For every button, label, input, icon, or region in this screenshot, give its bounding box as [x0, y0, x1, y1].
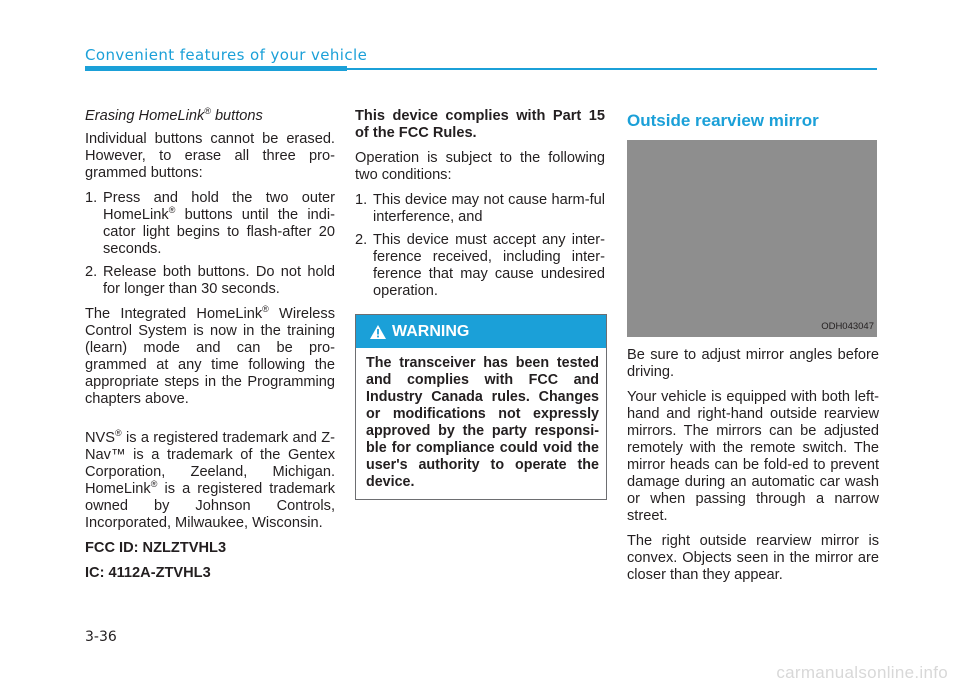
page-number: 3-36	[85, 629, 117, 645]
mirror-paragraph-3: The right outside rearview mirror is convex. Objects seen in the mirror are closer than they appear.	[627, 533, 879, 583]
operation-conditions-intro: Operation is subject to the following two conditions:	[355, 150, 605, 183]
list-item: 2. This device must accept any inter-ference received, including inter-ference that may cause undesired operation.	[355, 232, 605, 299]
training-mode-paragraph: The Integrated HomeLink® Wireless Control System is now in the training (learn) mode and can be pro-grammed at any time following the appropriate steps in the Programming chapters above.	[85, 304, 336, 407]
erase-intro: Individual buttons cannot be erased. However, to erase all three pro-grammed buttons:	[85, 131, 335, 181]
warning-text: The transceiver has been tested and complies with FCC and Industry Canada rules. Changes or modifications not expressly approved by the party responsi-ble for compliance could void the user's authority to operate the device.	[366, 355, 599, 490]
list-item: 1. Press and hold the two outer HomeLink® buttons until the indi-cator light begins to flash-after 20 seconds.	[85, 190, 335, 257]
watermark: carmanualsonline.info	[776, 663, 948, 682]
conditions-list	[355, 192, 605, 300]
column-right	[627, 108, 879, 592]
ic-id: IC: 4112A-ZTVHL3	[85, 565, 211, 581]
image-code: ODH043047	[821, 321, 874, 332]
fcc-compliance-statement: This device complies with Part 15 of the FCC Rules.	[355, 108, 605, 141]
section-header-title: Convenient features of your vehicle	[85, 46, 368, 64]
warning-title: WARNING	[392, 323, 470, 340]
mirror-paragraph-1: Be sure to adjust mirror angles before driving.	[627, 347, 879, 380]
column-middle	[355, 108, 605, 500]
mirror-image-placeholder	[627, 140, 877, 337]
subheading-erasing-homelink: Erasing HomeLink® buttons	[85, 106, 263, 124]
column-left	[85, 108, 335, 590]
fcc-id: FCC ID: NZLZTVHL3	[85, 540, 227, 556]
warning-header	[356, 315, 606, 348]
warning-triangle-icon	[370, 325, 386, 339]
section-title-outside-mirror: Outside rearview mirror	[627, 111, 819, 130]
list-item: 1. This device may not cause harm-ful interference, and	[355, 192, 605, 225]
erase-steps	[85, 190, 335, 298]
header-accent-bar	[85, 66, 347, 71]
header-rule	[347, 68, 877, 70]
list-item: 2. Release both buttons. Do not hold for longer than 30 seconds.	[85, 264, 335, 297]
trademark-paragraph: NVS® is a registered trademark and Z-Nav™ is a trademark of the Gentex Corporation, Zeeland, Michigan. HomeLink® is a registered trademark owned by Johnson Controls, Incorporated, Milwaukee, Wisconsin.	[85, 428, 335, 531]
mirror-paragraph-2: Your vehicle is equipped with both left-hand and right-hand outside rearview mirrors. The mirrors can be adjusted remotely with the remote switch. The mirror heads can be fold-ed to prevent damage during an automatic car wash or when passing through a narrow street.	[627, 389, 879, 524]
warning-box	[355, 314, 607, 500]
